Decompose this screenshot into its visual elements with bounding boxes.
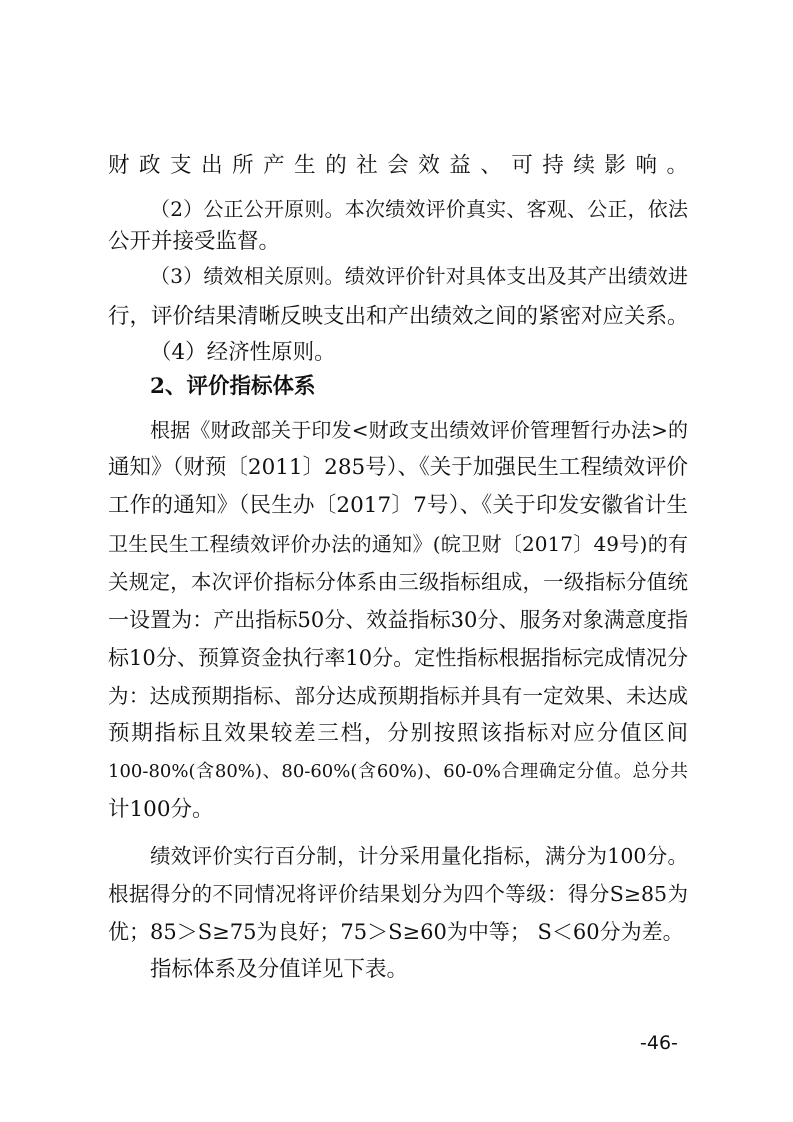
paragraph-line: （3）绩效相关原则。绩效评价针对具体支出及其产出绩效进 (150, 264, 688, 288)
paragraph-line: 绩效评价实行百分制，计分采用量化指标，满分为100分。 (150, 844, 688, 868)
paragraph-line: 根据得分的不同情况将评价结果划分为四个等级：得分S≥85为 (108, 882, 688, 906)
page-number: -46- (640, 1032, 678, 1054)
paragraph-line: 根据《财政部关于印发<财政支出绩效评价管理暂行办法>的 (150, 418, 688, 442)
paragraph-line: 标10分、预算资金执行率10分。定性指标根据指标完成情况分 (108, 646, 688, 670)
paragraph-line: 优；85＞S≥75为良好；75＞S≥60为中等； S＜60分为差。 (108, 920, 684, 944)
paragraph-line: 财政支出所产生的社会效益、可持续影响。 (108, 153, 688, 178)
paragraph-line: 预期指标且效果较差三档，分别按照该指标对应分值区间 (108, 721, 688, 746)
paragraph-line: 指标体系及分值详见下表。 (150, 957, 409, 982)
section-heading: 2、评价指标体系 (150, 374, 316, 399)
paragraph-line: 行，评价结果清晰反映支出和产出绩效之间的紧密对应关系。 (108, 304, 689, 329)
paragraph-line: 卫生民生工程绩效评价办法的通知》(皖卫财〔2017〕49号)的有 (108, 532, 688, 556)
paragraph-line: 一设置为：产出指标50分、效益指标30分、服务对象满意度指 (108, 608, 688, 632)
paragraph-line: 通知》（财预〔2011〕285号）、《关于加强民生工程绩效评价 (108, 455, 688, 480)
paragraph-line: 计100分。 (108, 797, 214, 822)
paragraph-line: （2）公正公开原则。本次绩效评价真实、客观、公正，依法 (150, 197, 688, 221)
paragraph-line: 100-80%(含80%)、80-60%(含60%)、60-0%合理确定分值。总分共 (108, 761, 688, 782)
paragraph-line: 为：达成预期指标、部分达成预期指标并具有一定效果、未达成 (108, 684, 688, 708)
paragraph-line: 工作的通知》（民生办〔2017〕7号）、《关于印发安徽省计生 (108, 493, 688, 518)
paragraph-line: 公开并接受监督。 (108, 229, 281, 254)
paragraph-line: （4）经济性原则。 (150, 340, 336, 365)
paragraph-line: 关规定，本次评价指标分体系由三级指标组成，一级指标分值统 (108, 570, 688, 594)
